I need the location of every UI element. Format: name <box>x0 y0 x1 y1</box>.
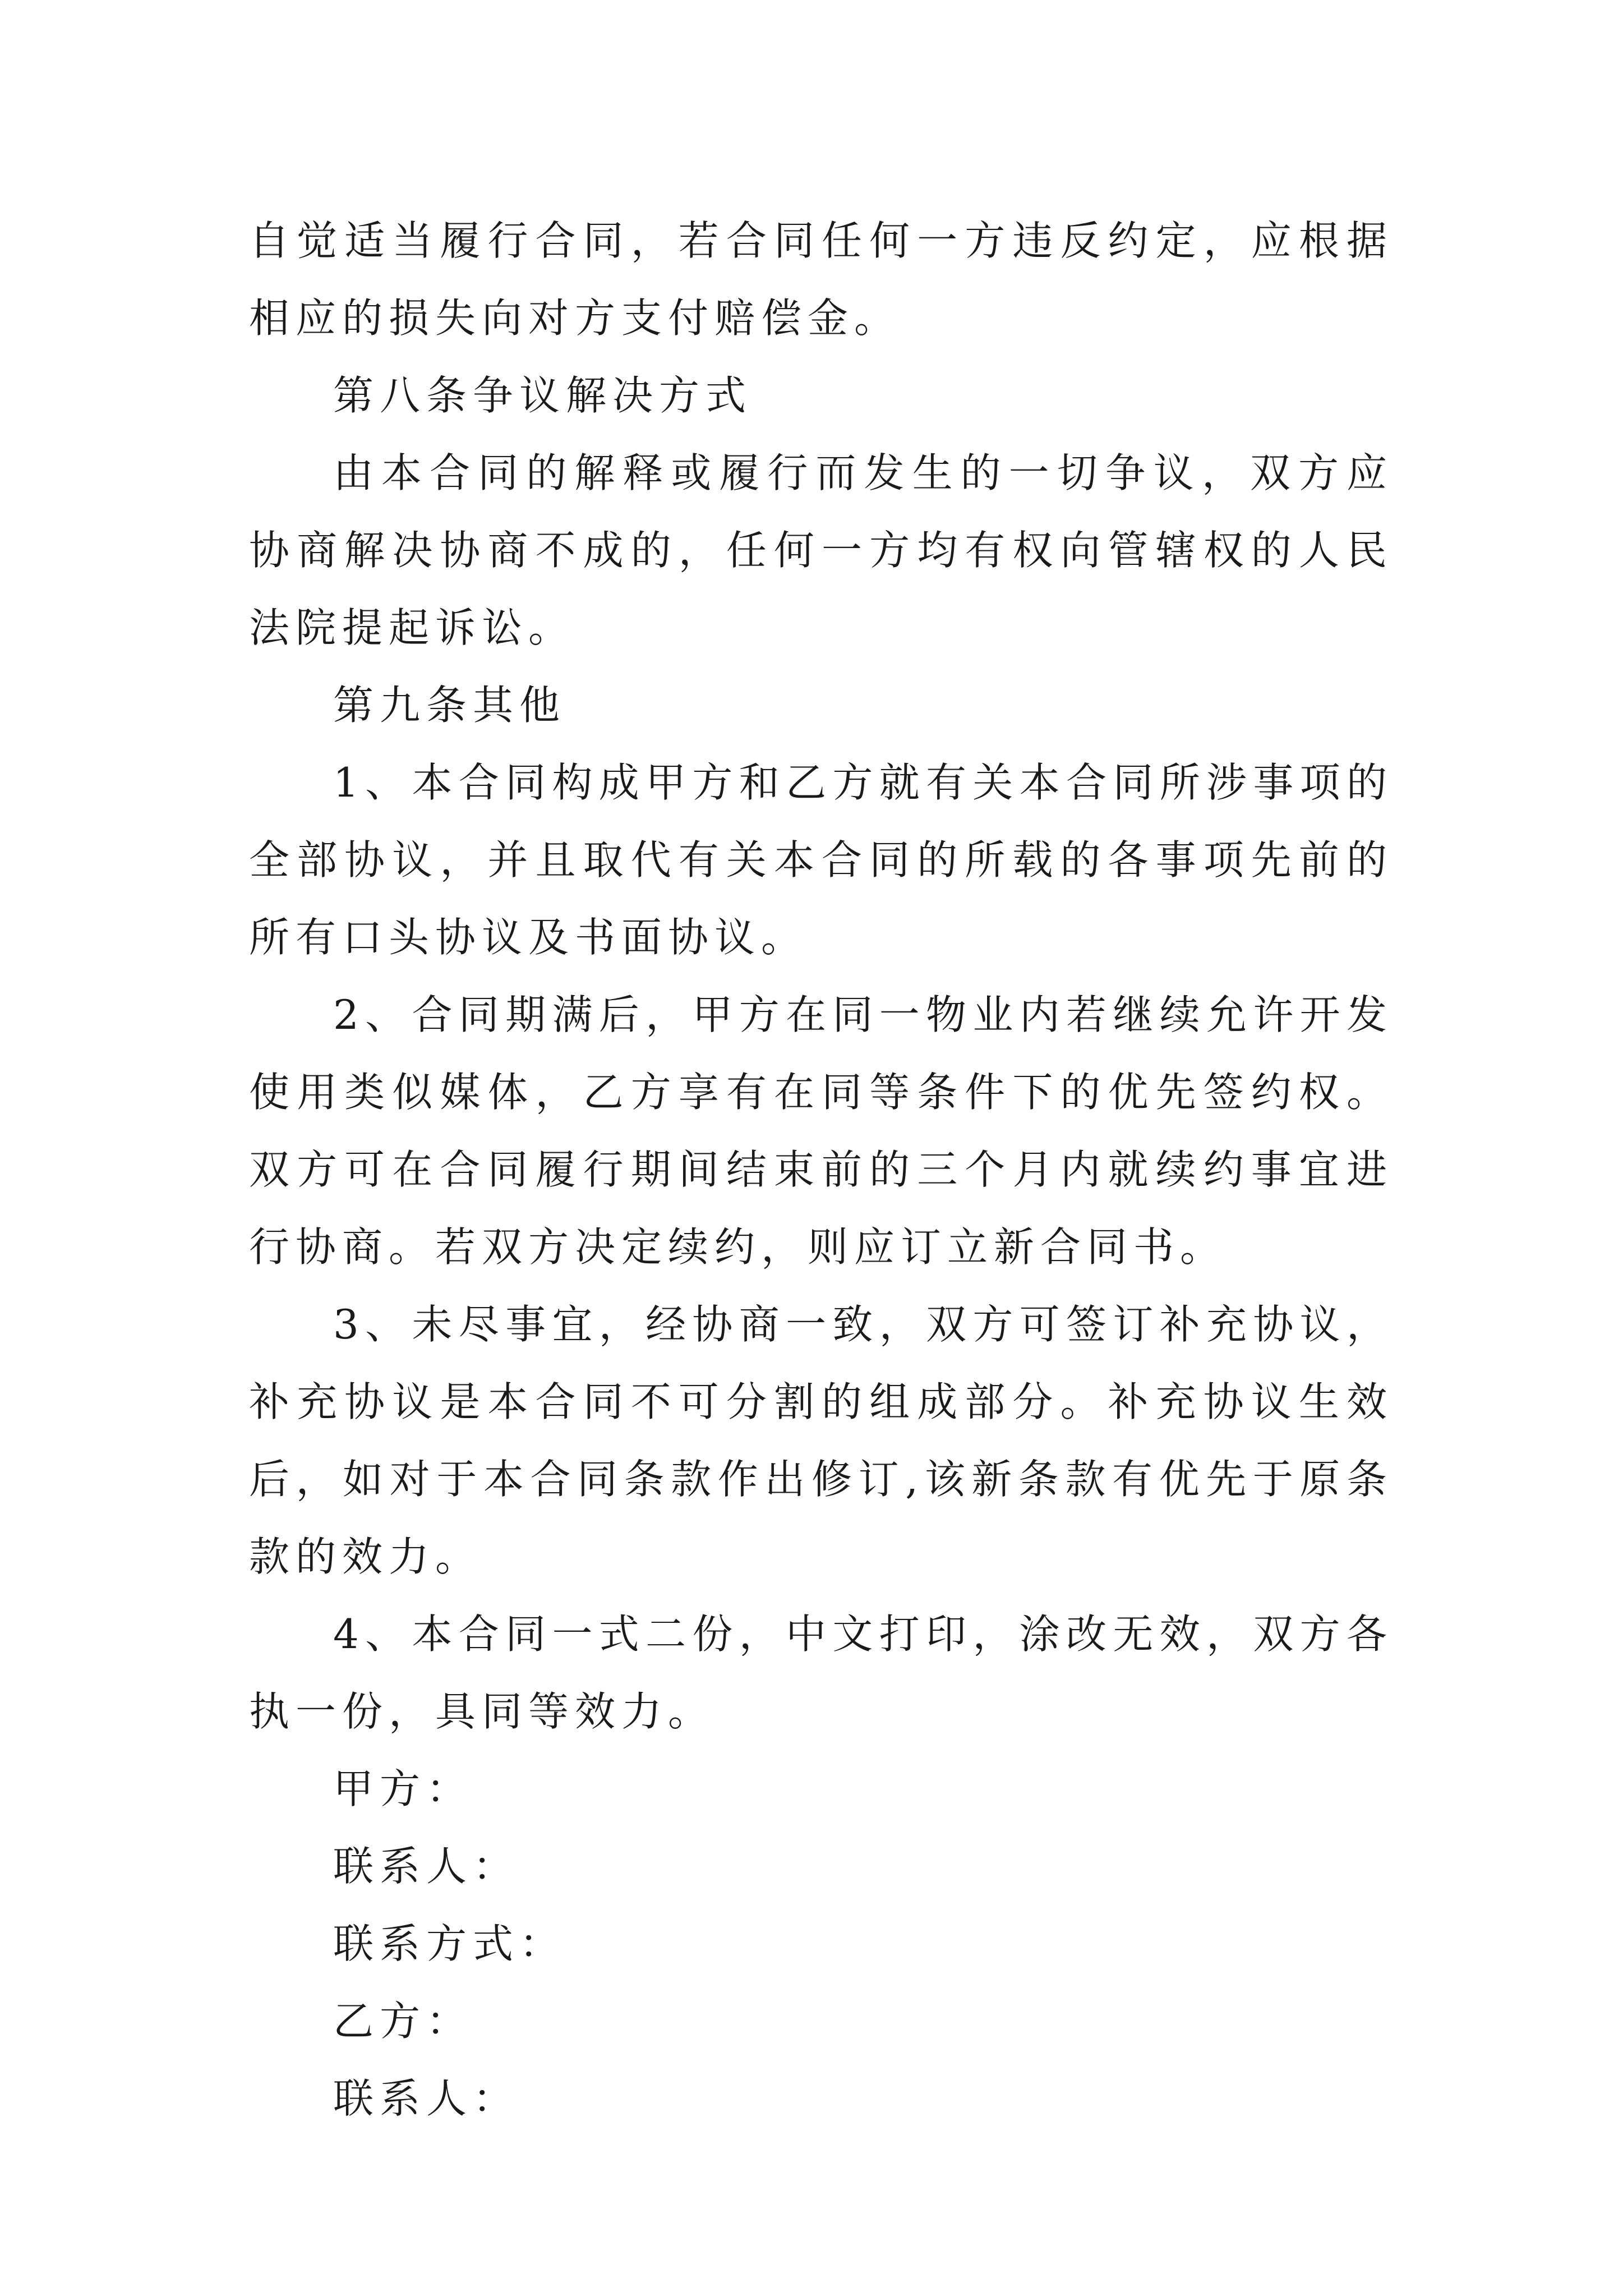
paragraph-dispute-resolution: 由本合同的解释或履行而发生的一切争议，双方应协商解决协商不成的，任何一方均有权向管辖权的人民法院提起诉讼。 <box>249 449 1393 651</box>
paragraph-clause-1: 1、本合同构成甲方和乙方就有关本合同所涉事项的全部协议，并且取代有关本合同的所载的各事项先前的所有口头协议及书面协议。 <box>249 759 1393 961</box>
paragraph-clause-3: 3、未尽事宜，经协商一致，双方可签订补充协议，补充协议是本合同不可分割的组成部分。补充协议生效后，如对于本合同条款作出修订,该新条款有优先于原条款的效力。 <box>249 1301 1393 1580</box>
paragraph-breach-clause: 自觉适当履行合同，若合同任何一方违反约定，应根据相应的损失向对方支付赔偿金。 <box>249 217 1393 342</box>
signature-party-b: 乙方： <box>333 1998 473 2045</box>
heading-article-8: 第八条争议解决方式 <box>333 372 753 419</box>
signature-party-a-contact-method: 联系方式： <box>333 1920 566 1967</box>
paragraph-clause-4: 4、本合同一式二份，中文打印，涂改无效，双方各执一份，具同等效力。 <box>249 1611 1393 1735</box>
signature-party-b-contact: 联系人： <box>333 2075 520 2122</box>
paragraph-clause-2: 2、合同期满后，甲方在同一物业内若继续允许开发使用类似媒体，乙方享有在同等条件下的优先签约权。双方可在合同履行期间结束前的三个月内就续约事宜进行协商。若双方决定续约，则应订立新合同书。 <box>249 991 1393 1271</box>
signature-party-a-contact: 联系人： <box>333 1843 520 1890</box>
signature-party-a: 甲方： <box>333 1765 473 1812</box>
heading-article-9: 第九条其他 <box>333 682 566 729</box>
document-body <box>249 202 1393 2137</box>
